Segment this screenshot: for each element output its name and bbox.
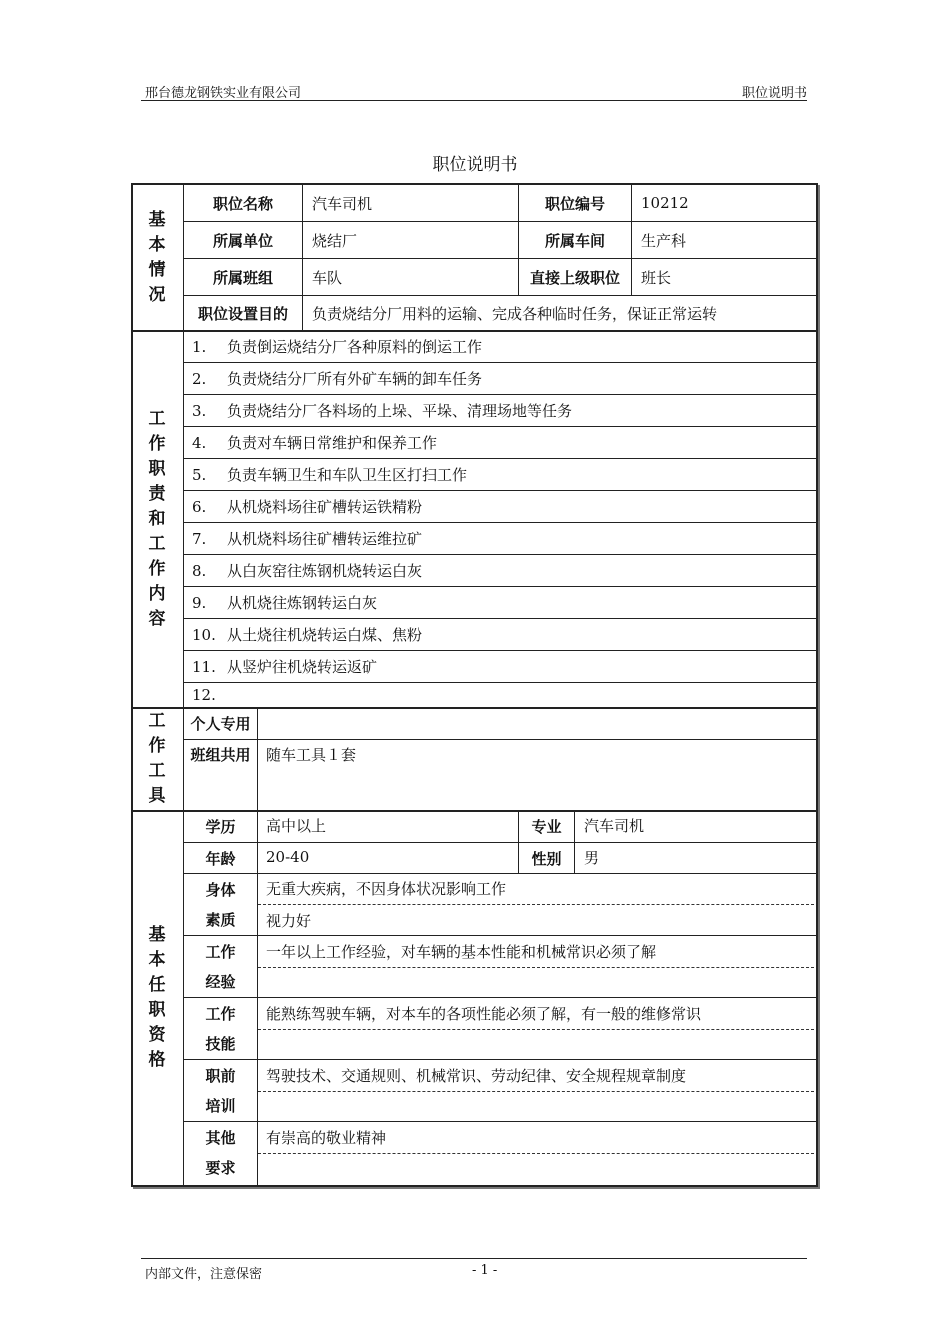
duty-item: 12. bbox=[192, 686, 216, 704]
skills-label: 工作 技能 bbox=[205, 1005, 236, 1053]
unit-label: 所属单位 bbox=[212, 231, 273, 250]
gender-label: 性别 bbox=[531, 849, 562, 868]
experience-label: 工作 经验 bbox=[205, 943, 236, 991]
row-line bbox=[183, 935, 816, 936]
physical-label: 身体 素质 bbox=[205, 881, 236, 929]
dashed-line bbox=[258, 1153, 814, 1154]
col-line bbox=[257, 811, 258, 1185]
row-line bbox=[183, 1059, 816, 1060]
col-line bbox=[257, 708, 258, 810]
duty-item: 10. 从土烧往机烧转运白煤、焦粉 bbox=[192, 625, 423, 644]
shared-tools-value: 随车工具１套 bbox=[266, 745, 357, 764]
confidential-note: 内部文件，注意保密 bbox=[145, 1267, 263, 1282]
section-tools: 工 作 工 具 bbox=[148, 711, 166, 806]
duty-item: 8. 从白灰窑往炼钢机烧转运白灰 bbox=[192, 561, 423, 580]
duty-item: 3. 负责烧结分厂各料场的上垛、平垛、清理场地等任务 bbox=[192, 401, 573, 420]
workshop-value: 生产科 bbox=[641, 231, 687, 250]
footer-rule bbox=[141, 1258, 807, 1259]
position-name-label: 职位名称 bbox=[212, 194, 273, 213]
other-requirements-label: 其他 要求 bbox=[205, 1129, 236, 1177]
company-name: 邢台德龙钢铁实业有限公司 bbox=[145, 86, 302, 101]
col-line bbox=[574, 811, 575, 873]
row-line bbox=[183, 682, 816, 683]
col-line bbox=[302, 185, 303, 330]
dashed-line bbox=[258, 904, 814, 905]
duty-item: 6. 从机烧料场往矿槽转运铁精粉 bbox=[192, 497, 423, 516]
position-code-label: 职位编号 bbox=[544, 194, 605, 213]
team-label: 所属班组 bbox=[212, 268, 273, 287]
physical-value-line2: 视力好 bbox=[266, 911, 312, 930]
duty-item: 7. 从机烧料场往矿槽转运维拉矿 bbox=[192, 529, 423, 548]
training-label: 职前 培训 bbox=[205, 1067, 236, 1115]
document-type: 职位说明书 bbox=[741, 86, 807, 101]
page-number: - 1 - bbox=[472, 1263, 498, 1278]
page-title: 职位说明书 bbox=[432, 155, 518, 175]
major-label: 专业 bbox=[531, 818, 562, 836]
age-label: 年龄 bbox=[205, 849, 236, 868]
major-value: 汽车司机 bbox=[584, 816, 645, 835]
purpose-value: 负责烧结分厂用料的运输、完成各种临时任务，保证正常运转 bbox=[312, 305, 718, 323]
workshop-label: 所属车间 bbox=[544, 231, 605, 250]
duty-item: 1. 负责倒运烧结分厂各种原料的倒运工作 bbox=[192, 337, 483, 356]
row-line bbox=[183, 1121, 816, 1122]
age-value: 20-40 bbox=[266, 848, 310, 866]
duty-item: 5. 负责车辆卫生和车队卫生区打扫工作 bbox=[192, 465, 468, 484]
physical-value-line1: 无重大疾病，不因身体状况影响工作 bbox=[266, 879, 507, 898]
dashed-line bbox=[258, 1091, 814, 1092]
purpose-label: 职位设置目的 bbox=[197, 305, 288, 323]
duty-item: 4. 负责对车辆日常维护和保养工作 bbox=[192, 433, 438, 452]
team-value: 车队 bbox=[312, 268, 343, 287]
shared-tools-label: 班组共用 bbox=[190, 745, 251, 764]
education-label: 学历 bbox=[205, 818, 236, 836]
duty-item: 9. 从机烧往炼钢转运白灰 bbox=[192, 593, 378, 612]
skills-value: 能熟练驾驶车辆，对本车的各项性能必须了解，有一般的维修常识 bbox=[266, 1004, 702, 1023]
unit-value: 烧结厂 bbox=[312, 231, 358, 250]
superior-value: 班长 bbox=[641, 268, 672, 287]
duty-item: 11. 从竖炉往机烧转运返矿 bbox=[192, 657, 378, 676]
section-qualifications: 基 本 任 职 资 格 bbox=[148, 925, 166, 1070]
position-code-value: 10212 bbox=[641, 194, 689, 212]
position-name-value: 汽车司机 bbox=[312, 194, 373, 213]
experience-value: 一年以上工作经验，对车辆的基本性能和机械常识必须了解 bbox=[266, 942, 657, 961]
section-duties: 工 作 职 责 和 工 作 内 容 bbox=[148, 408, 166, 629]
personal-tools-label: 个人专用 bbox=[190, 715, 251, 733]
section-basic-info: 基 本 情 况 bbox=[148, 209, 166, 305]
education-value: 高中以上 bbox=[266, 816, 327, 835]
header-rule bbox=[141, 100, 807, 101]
other-requirements-value: 有崇高的敬业精神 bbox=[266, 1128, 387, 1147]
gender-value: 男 bbox=[584, 848, 600, 867]
row-line bbox=[183, 997, 816, 998]
superior-label: 直接上级职位 bbox=[529, 268, 620, 287]
training-value: 驾驶技术、交通规则、机械常识、劳动纪律、安全规程规章制度 bbox=[266, 1066, 687, 1085]
dashed-line bbox=[258, 1029, 814, 1030]
duty-item: 2. 负责烧结分厂所有外矿车辆的卸车任务 bbox=[192, 369, 483, 388]
dashed-line bbox=[258, 967, 814, 968]
col-line bbox=[631, 185, 632, 295]
